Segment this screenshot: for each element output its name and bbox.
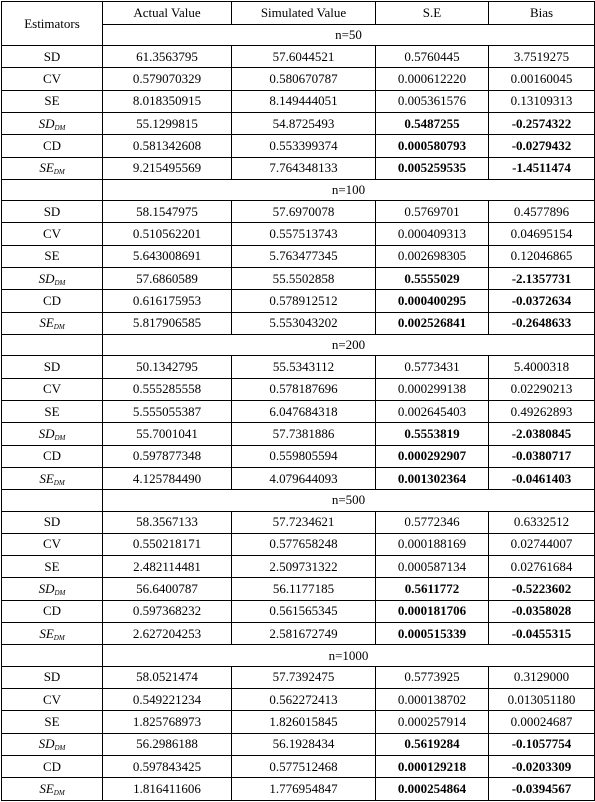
simulated-cell: 0.557513743 bbox=[232, 223, 376, 245]
table-row bbox=[2, 46, 595, 68]
table-row bbox=[2, 112, 595, 134]
actual-cell: 0.549221234 bbox=[103, 689, 232, 711]
bias-cell: 0.00024687 bbox=[489, 711, 595, 733]
se-cell: 0.000515339 bbox=[376, 623, 489, 645]
group-row-spacer bbox=[2, 179, 103, 200]
simulated-cell: 54.8725493 bbox=[232, 112, 376, 134]
estimator-cell: CV bbox=[2, 689, 103, 711]
header-se: S.E bbox=[376, 2, 489, 25]
estimator-subscript: DM bbox=[54, 589, 66, 598]
estimator-symbol: SE bbox=[39, 625, 54, 641]
se-cell: 0.005361576 bbox=[376, 90, 489, 112]
estimator-symbol: SE bbox=[39, 160, 54, 176]
estimator-cell bbox=[2, 423, 103, 445]
bias-cell: -0.2574322 bbox=[489, 112, 595, 134]
table-row bbox=[2, 290, 595, 312]
estimator-cell: SE bbox=[2, 245, 103, 267]
bias-cell: -2.1357731 bbox=[489, 268, 595, 290]
estimator-subscript: DM bbox=[54, 433, 66, 442]
table-row bbox=[2, 533, 595, 555]
group-row-spacer bbox=[2, 335, 103, 356]
bias-cell: -0.0279432 bbox=[489, 135, 595, 157]
simulated-cell: 57.7392475 bbox=[232, 666, 376, 688]
simulated-cell: 57.6970078 bbox=[232, 201, 376, 223]
estimator-cell bbox=[2, 157, 103, 179]
estimator-cell: CD bbox=[2, 135, 103, 157]
simulated-cell: 4.079644093 bbox=[232, 467, 376, 489]
group-row bbox=[2, 335, 595, 356]
simulated-cell: 0.559805594 bbox=[232, 445, 376, 467]
actual-cell: 0.550218171 bbox=[103, 533, 232, 555]
sample-size-label: n=500 bbox=[103, 490, 595, 511]
actual-cell: 58.0521474 bbox=[103, 666, 232, 688]
simulated-cell: 1.826015845 bbox=[232, 711, 376, 733]
estimator-cell bbox=[2, 623, 103, 645]
se-cell: 0.000580793 bbox=[376, 135, 489, 157]
bias-cell: -0.0203309 bbox=[489, 755, 595, 777]
estimator-cell: SD bbox=[2, 46, 103, 68]
actual-cell: 0.555285558 bbox=[103, 378, 232, 400]
actual-cell: 58.3567133 bbox=[103, 511, 232, 533]
se-cell: 0.002698305 bbox=[376, 245, 489, 267]
simulated-cell: 5.553043202 bbox=[232, 312, 376, 334]
table-row bbox=[2, 356, 595, 378]
estimator-cell: SD bbox=[2, 356, 103, 378]
simulated-cell: 0.577658248 bbox=[232, 533, 376, 555]
simulated-cell: 0.553399374 bbox=[232, 135, 376, 157]
estimator-cell: SE bbox=[2, 90, 103, 112]
bias-cell: 0.02290213 bbox=[489, 378, 595, 400]
bias-cell: 0.12046865 bbox=[489, 245, 595, 267]
header-bias: Bias bbox=[489, 2, 595, 25]
actual-cell: 2.482114481 bbox=[103, 556, 232, 578]
header-actual-value: Actual Value bbox=[103, 2, 232, 25]
group-row bbox=[2, 645, 595, 666]
bias-cell: 3.7519275 bbox=[489, 46, 595, 68]
bias-cell: -0.2648633 bbox=[489, 312, 595, 334]
actual-cell: 5.555055387 bbox=[103, 400, 232, 422]
simulated-cell: 0.580670787 bbox=[232, 68, 376, 90]
actual-cell: 5.643008691 bbox=[103, 245, 232, 267]
actual-cell: 2.627204253 bbox=[103, 623, 232, 645]
actual-cell: 1.825768973 bbox=[103, 711, 232, 733]
table-row bbox=[2, 778, 595, 801]
bias-cell: -0.0394567 bbox=[489, 778, 595, 801]
se-cell: 0.000257914 bbox=[376, 711, 489, 733]
table-row bbox=[2, 245, 595, 267]
actual-cell: 57.6860589 bbox=[103, 268, 232, 290]
simulated-cell: 0.578187696 bbox=[232, 378, 376, 400]
estimator-symbol: SE bbox=[39, 315, 54, 331]
estimator-symbol: SE bbox=[39, 781, 54, 797]
table-row bbox=[2, 201, 595, 223]
estimator-cell: CV bbox=[2, 378, 103, 400]
se-cell: 0.002526841 bbox=[376, 312, 489, 334]
estimator-cell bbox=[2, 778, 103, 801]
bias-cell: 0.02744007 bbox=[489, 533, 595, 555]
bias-cell: 0.4577896 bbox=[489, 201, 595, 223]
table-row bbox=[2, 578, 595, 600]
estimator-cell: CV bbox=[2, 68, 103, 90]
simulated-cell: 0.561565345 bbox=[232, 600, 376, 622]
se-cell: 0.000587134 bbox=[376, 556, 489, 578]
se-cell: 0.5772346 bbox=[376, 511, 489, 533]
se-cell: 0.5611772 bbox=[376, 578, 489, 600]
simulated-cell: 2.509731322 bbox=[232, 556, 376, 578]
table-row bbox=[2, 623, 595, 645]
actual-cell: 4.125784490 bbox=[103, 467, 232, 489]
estimator-cell: SD bbox=[2, 201, 103, 223]
table-row bbox=[2, 711, 595, 733]
table-row bbox=[2, 90, 595, 112]
estimator-subscript: DM bbox=[53, 478, 65, 487]
se-cell: 0.5555029 bbox=[376, 268, 489, 290]
estimator-cell bbox=[2, 733, 103, 755]
actual-cell: 0.597843425 bbox=[103, 755, 232, 777]
se-cell: 0.000292907 bbox=[376, 445, 489, 467]
se-cell: 0.000612220 bbox=[376, 68, 489, 90]
bias-cell: -0.1057754 bbox=[489, 733, 595, 755]
actual-cell: 5.817906585 bbox=[103, 312, 232, 334]
simulated-cell: 56.1928434 bbox=[232, 733, 376, 755]
simulated-cell: 57.6044521 bbox=[232, 46, 376, 68]
actual-cell: 50.1342795 bbox=[103, 356, 232, 378]
estimator-cell: CD bbox=[2, 600, 103, 622]
table-body bbox=[2, 46, 595, 801]
bias-cell: 0.04695154 bbox=[489, 223, 595, 245]
actual-cell: 8.018350915 bbox=[103, 90, 232, 112]
actual-cell: 0.597368232 bbox=[103, 600, 232, 622]
bias-cell: 0.6332512 bbox=[489, 511, 595, 533]
table-row bbox=[2, 666, 595, 688]
table-row bbox=[2, 157, 595, 179]
bias-cell: -0.5223602 bbox=[489, 578, 595, 600]
bias-cell: -1.4511474 bbox=[489, 157, 595, 179]
se-cell: 0.5760445 bbox=[376, 46, 489, 68]
table-row bbox=[2, 755, 595, 777]
estimator-cell: CV bbox=[2, 223, 103, 245]
estimator-cell: CV bbox=[2, 533, 103, 555]
simulated-cell: 8.149444051 bbox=[232, 90, 376, 112]
group-row-spacer bbox=[2, 490, 103, 511]
table-row bbox=[2, 68, 595, 90]
table-row bbox=[2, 312, 595, 334]
table-row bbox=[2, 268, 595, 290]
se-cell: 0.000129218 bbox=[376, 755, 489, 777]
table-row bbox=[2, 733, 595, 755]
sample-size-label: n=50 bbox=[103, 25, 595, 46]
table-row bbox=[2, 423, 595, 445]
bias-cell: 0.013051180 bbox=[489, 689, 595, 711]
estimator-symbol: SD bbox=[38, 425, 55, 441]
simulated-cell: 7.764348133 bbox=[232, 157, 376, 179]
estimator-symbol: SD bbox=[38, 115, 55, 131]
estimator-cell: CD bbox=[2, 290, 103, 312]
bias-cell: 5.4000318 bbox=[489, 356, 595, 378]
estimator-cell bbox=[2, 578, 103, 600]
header-estimators: Estimators bbox=[2, 2, 103, 46]
se-cell: 0.000299138 bbox=[376, 378, 489, 400]
simulated-cell: 2.581672749 bbox=[232, 623, 376, 645]
se-cell: 0.5773431 bbox=[376, 356, 489, 378]
simulated-cell: 57.7381886 bbox=[232, 423, 376, 445]
simulated-cell: 55.5343112 bbox=[232, 356, 376, 378]
header-simulated-value: Simulated Value bbox=[232, 2, 376, 25]
estimator-symbol: SD bbox=[38, 736, 55, 752]
estimator-cell: CD bbox=[2, 445, 103, 467]
bias-cell: 0.13109313 bbox=[489, 90, 595, 112]
bias-cell: 0.02761684 bbox=[489, 556, 595, 578]
se-cell: 0.5487255 bbox=[376, 112, 489, 134]
actual-cell: 56.6400787 bbox=[103, 578, 232, 600]
actual-cell: 55.1299815 bbox=[103, 112, 232, 134]
estimator-subscript: DM bbox=[53, 168, 65, 177]
bias-cell: -0.0380717 bbox=[489, 445, 595, 467]
actual-cell: 0.510562201 bbox=[103, 223, 232, 245]
bias-cell: -0.0372634 bbox=[489, 290, 595, 312]
estimator-symbol: SE bbox=[39, 470, 54, 486]
table-row bbox=[2, 556, 595, 578]
table-row bbox=[2, 445, 595, 467]
table-row bbox=[2, 689, 595, 711]
se-cell: 0.5769701 bbox=[376, 201, 489, 223]
estimator-subscript: DM bbox=[54, 744, 66, 753]
actual-cell: 9.215495569 bbox=[103, 157, 232, 179]
table-row bbox=[2, 378, 595, 400]
table-row bbox=[2, 400, 595, 422]
actual-cell: 55.7001041 bbox=[103, 423, 232, 445]
estimator-cell: SD bbox=[2, 666, 103, 688]
bias-cell: -0.0455315 bbox=[489, 623, 595, 645]
bias-cell: 0.49262893 bbox=[489, 400, 595, 422]
simulated-cell: 5.763477345 bbox=[232, 245, 376, 267]
estimator-cell bbox=[2, 467, 103, 489]
simulated-cell: 1.776954847 bbox=[232, 778, 376, 801]
simulated-cell: 6.047684318 bbox=[232, 400, 376, 422]
simulated-cell: 0.577512468 bbox=[232, 755, 376, 777]
se-cell: 0.002645403 bbox=[376, 400, 489, 422]
actual-cell: 0.616175953 bbox=[103, 290, 232, 312]
table-row bbox=[2, 135, 595, 157]
estimators-table bbox=[1, 1, 595, 801]
group-row bbox=[2, 179, 595, 200]
estimator-symbol: SD bbox=[38, 581, 55, 597]
estimator-cell: SE bbox=[2, 556, 103, 578]
estimator-subscript: DM bbox=[53, 323, 65, 332]
simulated-cell: 0.578912512 bbox=[232, 290, 376, 312]
bias-cell: -0.0358028 bbox=[489, 600, 595, 622]
estimator-subscript: DM bbox=[53, 633, 65, 642]
estimator-cell bbox=[2, 312, 103, 334]
se-cell: 0.000400295 bbox=[376, 290, 489, 312]
simulated-cell: 0.562272413 bbox=[232, 689, 376, 711]
se-cell: 0.005259535 bbox=[376, 157, 489, 179]
actual-cell: 0.579070329 bbox=[103, 68, 232, 90]
actual-cell: 56.2986188 bbox=[103, 733, 232, 755]
se-cell: 0.001302364 bbox=[376, 467, 489, 489]
estimator-symbol: SD bbox=[38, 270, 55, 286]
simulated-cell: 57.7234621 bbox=[232, 511, 376, 533]
table-header bbox=[2, 2, 595, 46]
actual-cell: 0.581342608 bbox=[103, 135, 232, 157]
se-cell: 0.000181706 bbox=[376, 600, 489, 622]
se-cell: 0.5619284 bbox=[376, 733, 489, 755]
estimator-cell: CD bbox=[2, 755, 103, 777]
simulated-cell: 56.1177185 bbox=[232, 578, 376, 600]
sample-size-label: n=200 bbox=[103, 335, 595, 356]
estimator-subscript: DM bbox=[54, 123, 66, 132]
bias-cell: 0.00160045 bbox=[489, 68, 595, 90]
table-row bbox=[2, 511, 595, 533]
bias-cell: -0.0461403 bbox=[489, 467, 595, 489]
actual-cell: 1.816411606 bbox=[103, 778, 232, 801]
estimator-cell: SE bbox=[2, 400, 103, 422]
estimator-subscript: DM bbox=[53, 789, 65, 798]
table-row bbox=[2, 223, 595, 245]
se-cell: 0.000188169 bbox=[376, 533, 489, 555]
group-row-spacer bbox=[2, 645, 103, 666]
se-cell: 0.000254864 bbox=[376, 778, 489, 801]
actual-cell: 61.3563795 bbox=[103, 46, 232, 68]
bias-cell: 0.3129000 bbox=[489, 666, 595, 688]
se-cell: 0.000138702 bbox=[376, 689, 489, 711]
actual-cell: 58.1547975 bbox=[103, 201, 232, 223]
bias-cell: -2.0380845 bbox=[489, 423, 595, 445]
simulated-cell: 55.5502858 bbox=[232, 268, 376, 290]
table-row bbox=[2, 467, 595, 489]
se-cell: 0.5773925 bbox=[376, 666, 489, 688]
sample-size-label: n=1000 bbox=[103, 645, 595, 666]
estimator-cell bbox=[2, 112, 103, 134]
actual-cell: 0.597877348 bbox=[103, 445, 232, 467]
se-cell: 0.5553819 bbox=[376, 423, 489, 445]
group-row bbox=[2, 490, 595, 511]
estimator-subscript: DM bbox=[54, 278, 66, 287]
sample-size-label: n=100 bbox=[103, 179, 595, 200]
estimator-cell: SE bbox=[2, 711, 103, 733]
se-cell: 0.000409313 bbox=[376, 223, 489, 245]
estimator-cell bbox=[2, 268, 103, 290]
table-row bbox=[2, 600, 595, 622]
estimator-cell: SD bbox=[2, 511, 103, 533]
